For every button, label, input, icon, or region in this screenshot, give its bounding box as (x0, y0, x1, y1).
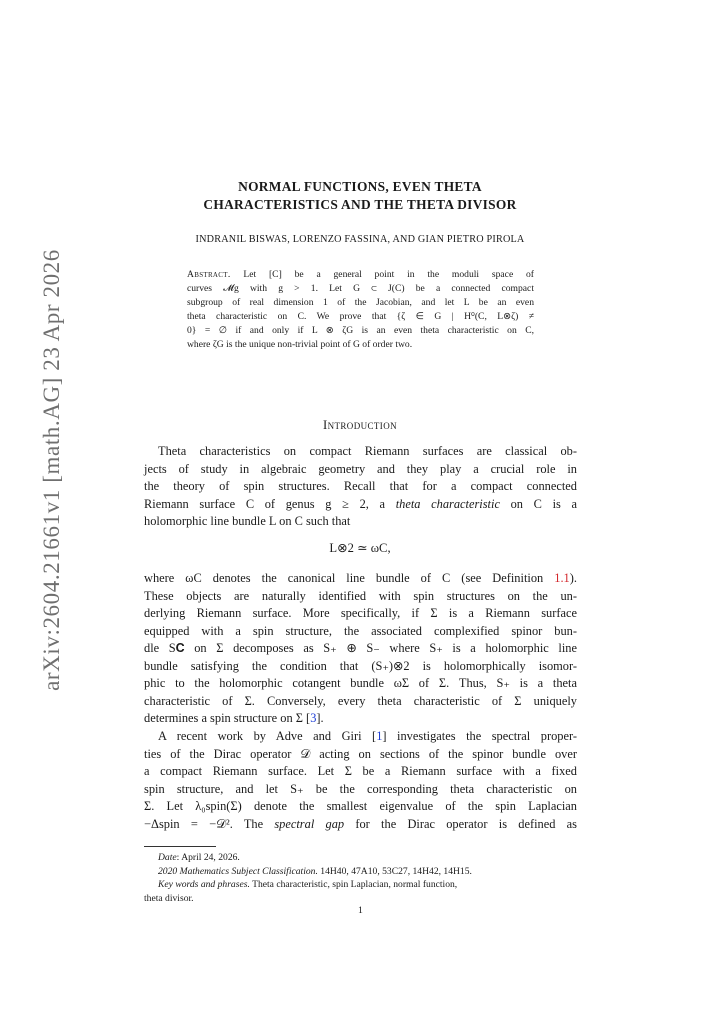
section-heading-introduction: Introduction (323, 418, 397, 432)
abstract-heading: Abstract. (187, 269, 231, 280)
body-line: determines a spin structure on Σ [3]. (144, 711, 324, 726)
citation-link[interactable]: 1 (376, 729, 383, 743)
paragraph-3 (144, 728, 577, 833)
paragraph-1 (144, 443, 577, 531)
abstract-line: where ζG is the unique non-trivial point of G of order two. (187, 339, 413, 351)
abstract-line: Abstract. Let [C] be a general point in the moduli space of (187, 269, 535, 280)
body-line: bundle satisfying the condition that (S₊)⊗2 is holomorphically isomor- (144, 658, 577, 673)
body-line: the theory of spin structures. Recall that for a compact connected (144, 479, 577, 494)
body-line: dle S𝐂 on Σ decomposes as S₊ ⊕ S₋ where S₊ is a holomorphic line (144, 641, 577, 656)
paper-title (120, 178, 600, 214)
body-line: Σ. Let λ₀spin(Σ) denote the smallest eigenvalue of the spin Laplacian (144, 799, 577, 814)
title-line-1: NORMAL FUNCTIONS, EVEN THETA (238, 179, 482, 194)
abstract-block (187, 268, 534, 353)
body-line: where ωC denotes the canonical line bundle of C (see Definition 1.1). (144, 571, 577, 585)
body-line: ties of the Dirac operator 𝒟 acting on sections of the spinor bundle over (144, 746, 577, 761)
emphasis-term: theta characteristic (395, 496, 500, 511)
page-number: 1 (358, 905, 363, 916)
abstract-line: 0} = ∅ if and only if L ⊗ ζG is an even theta characteristic on C, (187, 325, 534, 337)
footnote-keywords-continued: theta divisor. (144, 892, 194, 904)
body-line: derlying Riemann surface. More specifically, if Σ is a Riemann surface (144, 606, 577, 621)
body-line: holomorphic line bundle L on C such that (144, 514, 351, 529)
title-line-2: CHARACTERISTICS AND THE THETA DIVISOR (203, 197, 517, 212)
display-equation: L⊗2 ≃ ωC, (329, 541, 391, 555)
abstract-line: subgroup of real dimension 1 of the Jacobian, and let L be an even (187, 297, 534, 309)
body-line: jects of study in algebraic geometry and they play a crucial role in (144, 461, 577, 476)
arxiv-identifier-stamp[interactable]: arXiv:2604.21661v1 [math.AG] 23 Apr 2026 (39, 249, 64, 691)
emphasis-term: spectral gap (274, 816, 345, 831)
footnote-divider (144, 846, 216, 847)
footnote-msc: 2020 Mathematics Subject Classification. 14H40, 47A10, 53C27, 14H42, 14H15. (158, 865, 472, 877)
body-line: Riemann surface C of genus g ≥ 2, a theta characteristic on C is a (144, 496, 577, 511)
body-line: equipped with a spin structure, the associated complexified spinor bun- (144, 623, 577, 638)
definition-reference-link[interactable]: 1.1 (554, 571, 570, 585)
body-line: −Δspin = −𝒟². The spectral gap for the Dirac operator is defined as (144, 816, 577, 831)
body-line: spin structure, and let S₊ be the corresponding theta characteristic on (144, 781, 577, 796)
footnote-date: Date: April 24, 2026. (158, 852, 240, 863)
body-line: characteristic of Σ. Conversely, every theta characteristic of Σ uniquely (144, 693, 577, 708)
paragraph-2 (144, 570, 577, 728)
abstract-line: curves 𝓜g with g > 1. Let G ⊂ J(C) be a connected compact (187, 283, 534, 295)
body-line: phic to the holomorphic cotangent bundle ωΣ of Σ. Thus, S₊ is a theta (144, 676, 577, 691)
body-line: These objects are naturally identified with spin structures on the un- (144, 588, 577, 603)
body-line: Theta characteristics on compact Riemann surfaces are classical ob- (158, 444, 577, 458)
author-list: INDRANIL BISWAS, LORENZO FASSINA, AND GIAN PIETRO PIROLA (195, 234, 525, 245)
body-line: A recent work by Adve and Giri [1] investigates the spectral proper- (158, 729, 577, 743)
abstract-line: theta characteristic on C. We prove that {ζ ∈ G | H⁰(C, L⊗ζ) ≠ (187, 311, 534, 323)
body-line: a compact Riemann surface. Let Σ be a Riemann surface with a fixed (144, 764, 577, 779)
citation-link[interactable]: 3 (310, 711, 317, 726)
footnote-keywords: Key words and phrases. Theta characteristic, spin Laplacian, normal function, (158, 879, 458, 891)
footnotes-block (144, 851, 577, 905)
